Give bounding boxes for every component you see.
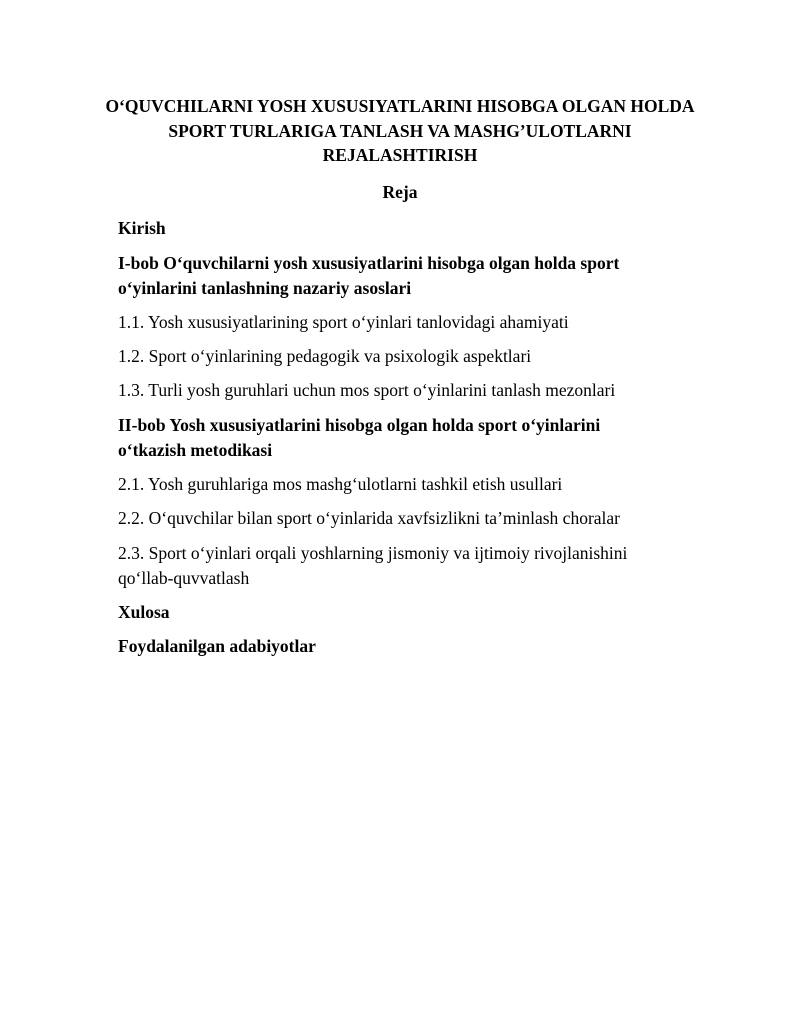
chapter1-heading-line1: I-bob O‘quvchilarni yosh xususiyatlarini hisobga olgan holda sport bbox=[118, 253, 620, 273]
chapter2-heading-line2: o‘tkazish metodikasi bbox=[118, 439, 273, 460]
chapter2-item-3-line2: qo‘llab-quvvatlash bbox=[118, 567, 250, 588]
chapter2-heading-line1: II-bob Yosh xususiyatlarini hisobga olgan holda sport o‘yinlarini bbox=[118, 415, 601, 435]
conclusion-heading: Xulosa bbox=[118, 602, 170, 622]
chapter1-heading-line2: o‘yinlarini tanlashning nazariy asoslari bbox=[118, 277, 412, 298]
references-heading: Foydalanilgan adabiyotlar bbox=[118, 636, 316, 656]
chapter2-item-2: 2.2. O‘quvchilar bilan sport o‘yinlarida xavfsizlikni ta’minlash choralar bbox=[118, 508, 621, 528]
chapter1-item-2: 1.2. Sport o‘yinlarining pedagogik va psixologik aspektlari bbox=[118, 346, 532, 366]
plan-heading: Reja bbox=[382, 182, 418, 202]
intro-heading: Kirish bbox=[118, 218, 166, 238]
chapter2-item-1: 2.1. Yosh guruhlariga mos mashg‘ulotlarni tashkil etish usullari bbox=[118, 474, 563, 494]
chapter2-item-3-line1: 2.3. Sport o‘yinlari orqali yoshlarning jismoniy va ijtimoiy rivojlanishini bbox=[118, 543, 628, 563]
document-title: O‘QUVCHILARNI YOSH XUSUSIYATLARINI HISOBGA OLGAN HOLDA SPORT TURLARIGA TANLASH VA MASHG’ULOTLARNI REJALASHTIRISH bbox=[105, 96, 695, 165]
chapter1-item-1: 1.1. Yosh xususiyatlarining sport o‘yinlari tanlovidagi ahamiyati bbox=[118, 312, 569, 332]
chapter1-item-3: 1.3. Turli yosh guruhlari uchun mos sport o‘yinlarini tanlash mezonlari bbox=[118, 380, 616, 400]
